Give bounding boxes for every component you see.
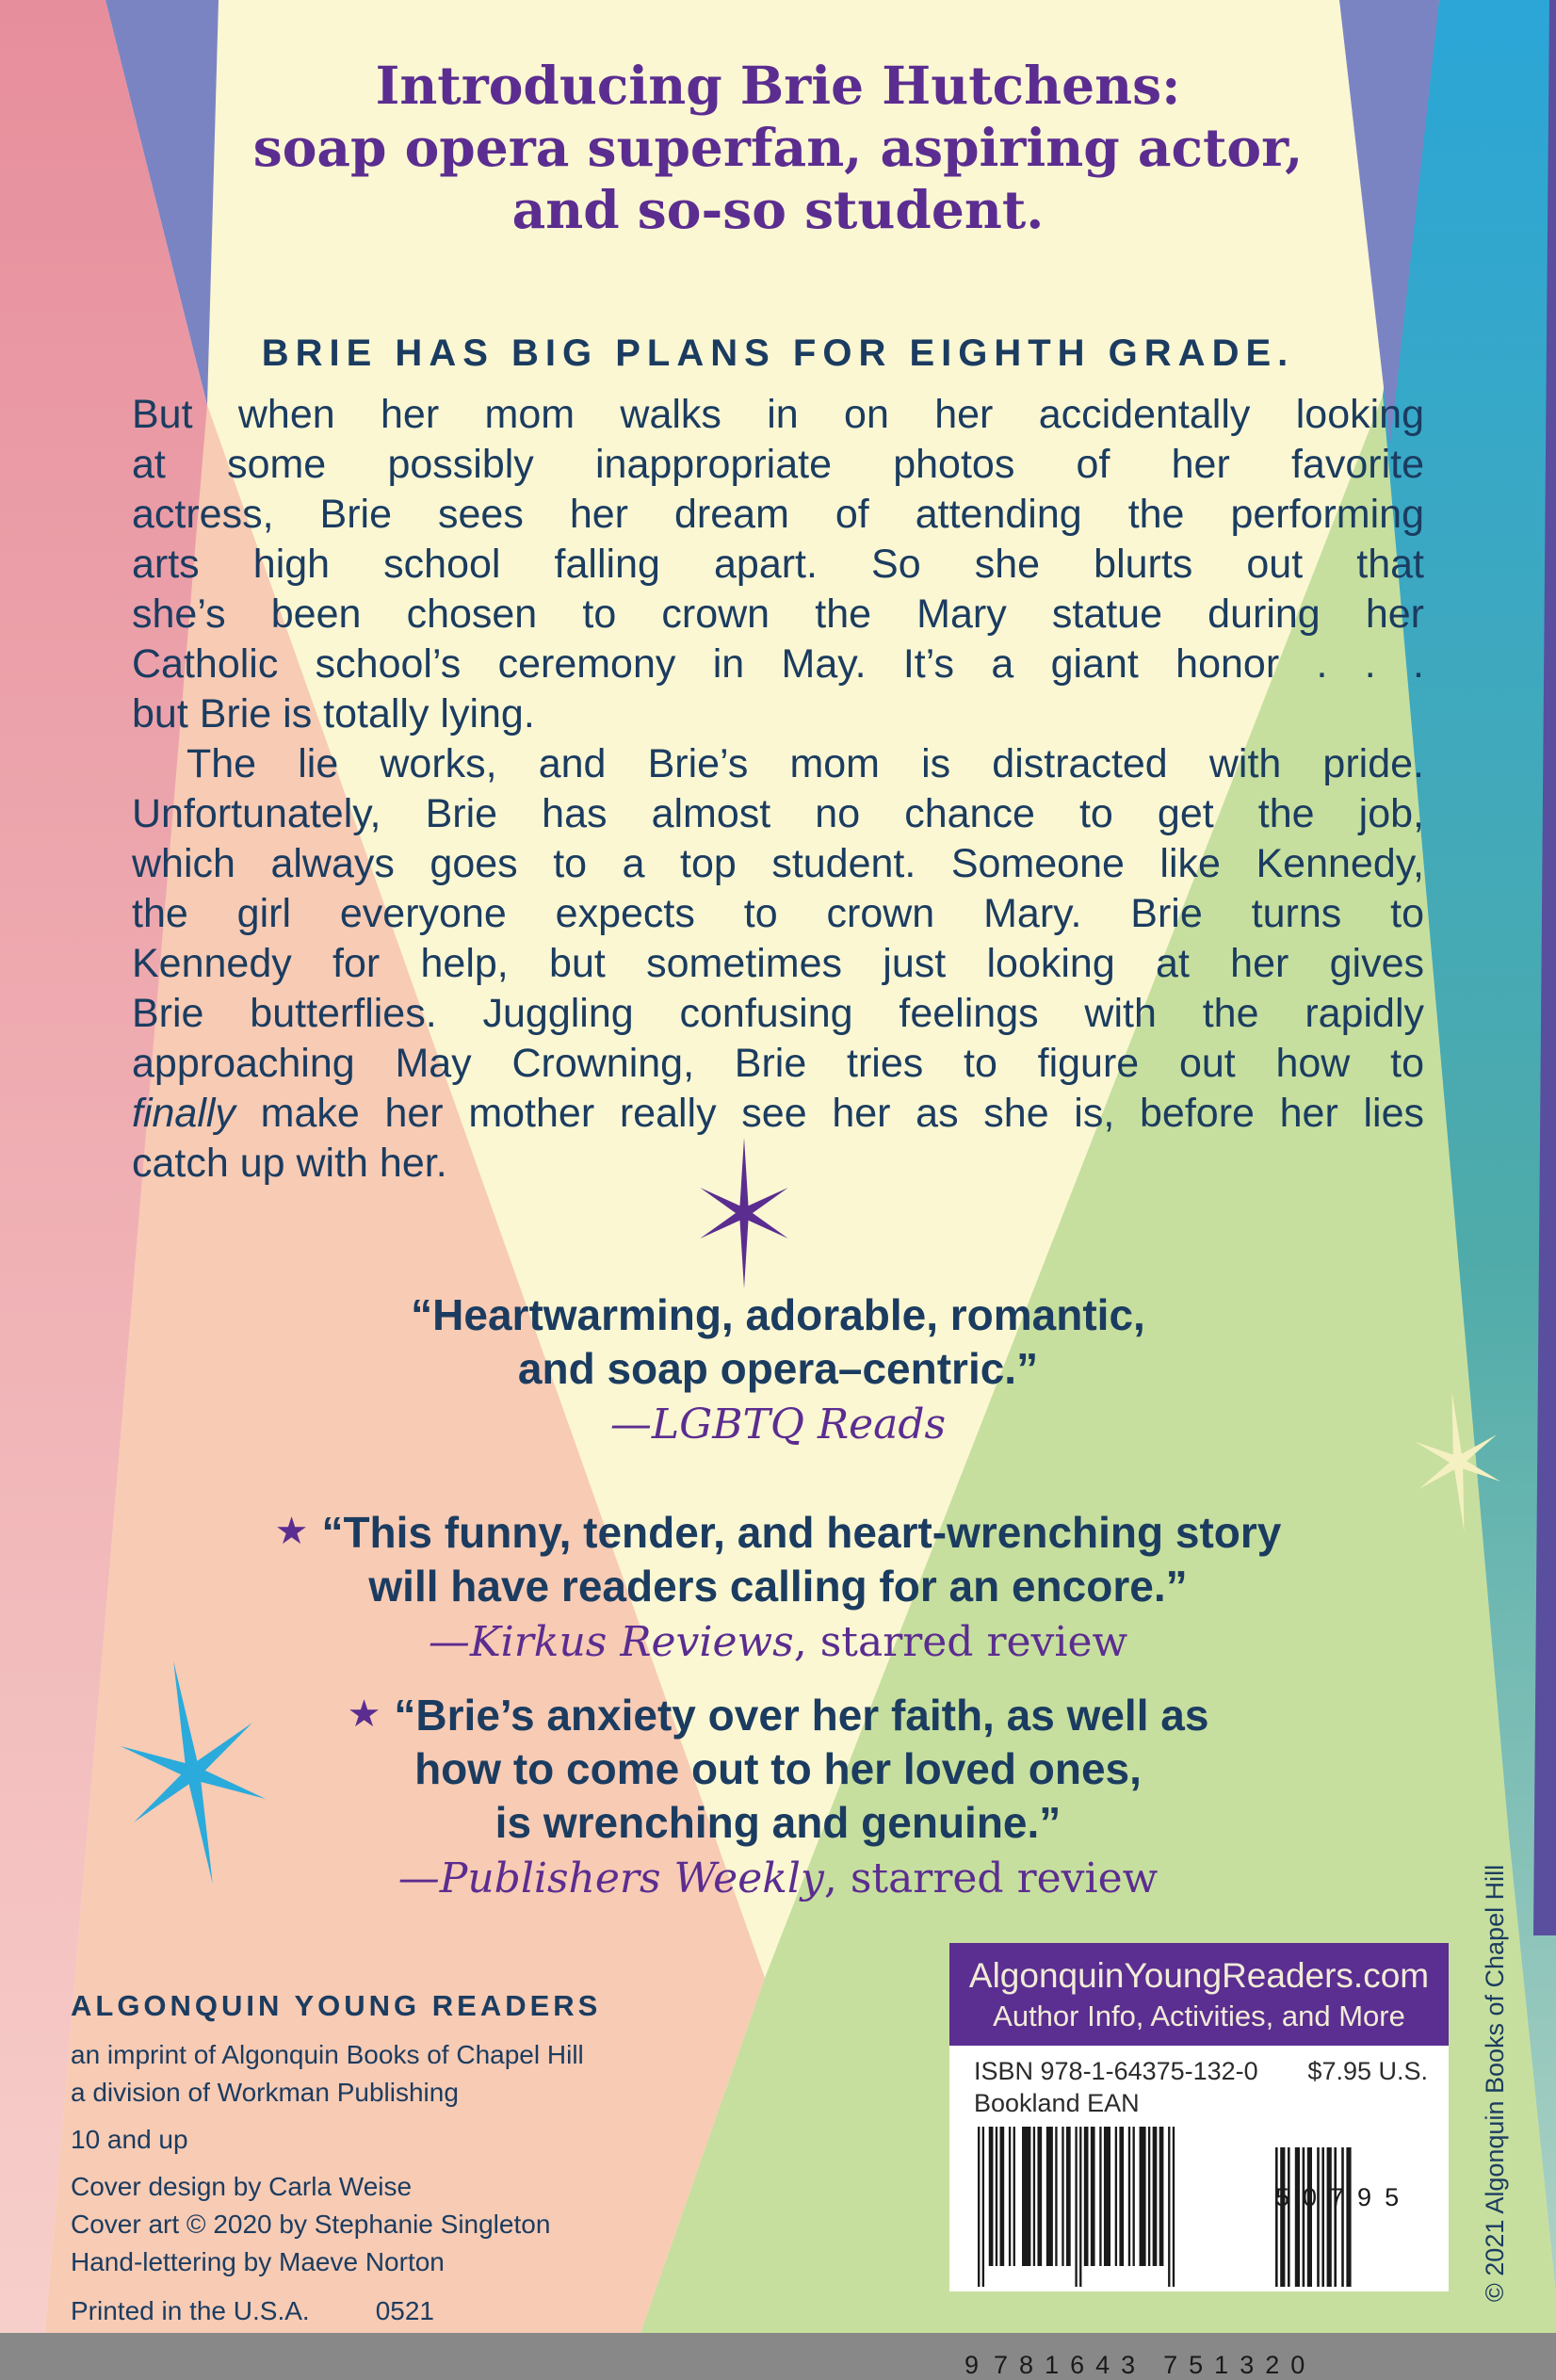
synopsis-line: Catholic school’s ceremony in May. It’s a giant honor . . . xyxy=(132,641,1424,687)
review-quote-kirkus xyxy=(0,1505,1556,1669)
quote-text: “This funny, tender, and heart-wrenching story xyxy=(321,1508,1282,1557)
synopsis-line: approaching May Crowning, Brie tries to figure out how to xyxy=(132,1041,1424,1086)
cover-art-credit: Cover art © 2020 by Stephanie Singleton xyxy=(71,2210,551,2239)
quote-line: and soap opera–centric.” xyxy=(517,1344,1039,1393)
barcode-svg xyxy=(949,2127,1449,2372)
review-star-icon: ★ xyxy=(274,1511,309,1552)
synopsis-line: arts high school falling apart. So she blurts out that xyxy=(132,542,1424,587)
synopsis-line: but Brie is totally lying. xyxy=(132,691,535,737)
publisher-name: ALGONQUIN YOUNG READERS xyxy=(71,1989,602,2022)
ean13-bars xyxy=(978,2127,1175,2287)
attribution-source: —Kirkus Reviews xyxy=(428,1618,794,1666)
printed-line xyxy=(71,2292,601,2330)
synopsis-line: the girl everyone expects to crown Mary. Brie turns to xyxy=(132,891,1424,936)
website-banner xyxy=(949,1943,1449,2046)
edge-copyright: © 2021 Algonquin Books of Chapel Hill xyxy=(1481,1864,1509,2303)
website-url: AlgonquinYoungReaders.com xyxy=(968,1956,1430,1995)
ean-group-1: 781643 xyxy=(994,2351,1147,2379)
bookland-ean-label: Bookland EAN xyxy=(974,2089,1140,2117)
synopsis-line: which always goes to a top student. Someone like Kennedy, xyxy=(132,841,1424,886)
italic-word: finally xyxy=(132,1091,235,1136)
attribution-note: , starred review xyxy=(793,1618,1128,1666)
publisher-division: a division of Workman Publishing xyxy=(71,2078,459,2107)
synopsis-line: Brie butterflies. Juggling confusing feelings with the rapidly xyxy=(132,991,1424,1036)
quote-line: is wrenching and genuine.” xyxy=(494,1798,1062,1847)
quote-line xyxy=(0,1688,1556,1742)
printed-in: Printed in the U.S.A. xyxy=(71,2296,310,2325)
tagline-line: soap opera superfan, aspiring actor, xyxy=(252,117,1304,178)
review-quote-publishers-weekly xyxy=(0,1688,1556,1905)
synopsis-line: The lie works, and Brie’s mom is distracted with pride. xyxy=(186,741,1424,786)
quote-line: will have readers calling for an encore.” xyxy=(368,1562,1188,1611)
lettering-credit: Hand-lettering by Maeve Norton xyxy=(71,2247,445,2276)
cover-design-credit: Cover design by Carla Weise xyxy=(71,2172,413,2201)
barcode xyxy=(949,2127,1449,2379)
quote-line xyxy=(0,1505,1556,1560)
tagline-line: Introducing Brie Hutchens: xyxy=(375,55,1181,116)
quote-text: “Brie’s anxiety over her faith, as well as xyxy=(394,1691,1209,1740)
synopsis-line-rest: make her mother really see her as she is, before her lies xyxy=(235,1091,1424,1136)
ean-digits xyxy=(964,2351,1317,2380)
publisher-info xyxy=(71,1989,601,2330)
ean-group-2: 751320 xyxy=(1163,2351,1317,2379)
quote-line: “Heartwarming, adorable, romantic, xyxy=(411,1290,1145,1339)
synopsis-line: she’s been chosen to crown the Mary statue during her xyxy=(132,591,1424,637)
isbn-number: ISBN 978-1-64375-132-0 xyxy=(974,2057,1258,2085)
isbn-barcode-box xyxy=(949,2046,1449,2379)
synopsis xyxy=(132,326,1424,1189)
website-subtitle: Author Info, Activities, and More xyxy=(993,2000,1405,2032)
synopsis-line: at some possibly inappropriate photos of her favorite xyxy=(132,442,1424,487)
synopsis-line: Kennedy for help, but sometimes just looking at her gives xyxy=(132,941,1424,986)
attribution-note: , starred review xyxy=(823,1854,1159,1902)
quote-line: how to come out to her loved ones, xyxy=(414,1744,1142,1793)
addon-digits: 50795 xyxy=(1275,2183,1413,2211)
synopsis-line xyxy=(132,1089,1424,1139)
quote-attribution xyxy=(0,1398,1556,1451)
review-quote-lgbtq-reads xyxy=(0,1288,1556,1451)
isbn-row xyxy=(949,2046,1449,2087)
synopsis-kicker: BRIE HAS BIG PLANS FOR EIGHTH GRADE. xyxy=(261,332,1295,374)
addon-bars xyxy=(1275,2147,1352,2287)
publisher-imprint: an imprint of Algonquin Books of Chapel Hill xyxy=(71,2040,584,2069)
quote-attribution xyxy=(0,1852,1556,1905)
synopsis-line: But when her mom walks in on her accidentally looking xyxy=(132,392,1424,437)
synopsis-line: catch up with her. xyxy=(132,1141,447,1186)
age-range: 10 and up xyxy=(71,2125,188,2154)
synopsis-line: actress, Brie sees her dream of attending the performing xyxy=(132,492,1424,537)
attribution-source: —Publishers Weekly xyxy=(397,1854,824,1902)
quote-attribution xyxy=(0,1615,1556,1669)
tagline-line: and so-so student. xyxy=(511,179,1045,240)
tagline-headline xyxy=(0,55,1556,241)
synopsis-line: Unfortunately, Brie has almost no chance to get the job, xyxy=(132,791,1424,836)
attribution-source: —LGBTQ Reads xyxy=(609,1400,947,1449)
print-code: 0521 xyxy=(375,2296,434,2325)
ean-lead-digit: 9 xyxy=(964,2351,980,2379)
review-star-icon: ★ xyxy=(347,1693,381,1735)
price: $7.95 U.S. xyxy=(1307,2057,1428,2085)
